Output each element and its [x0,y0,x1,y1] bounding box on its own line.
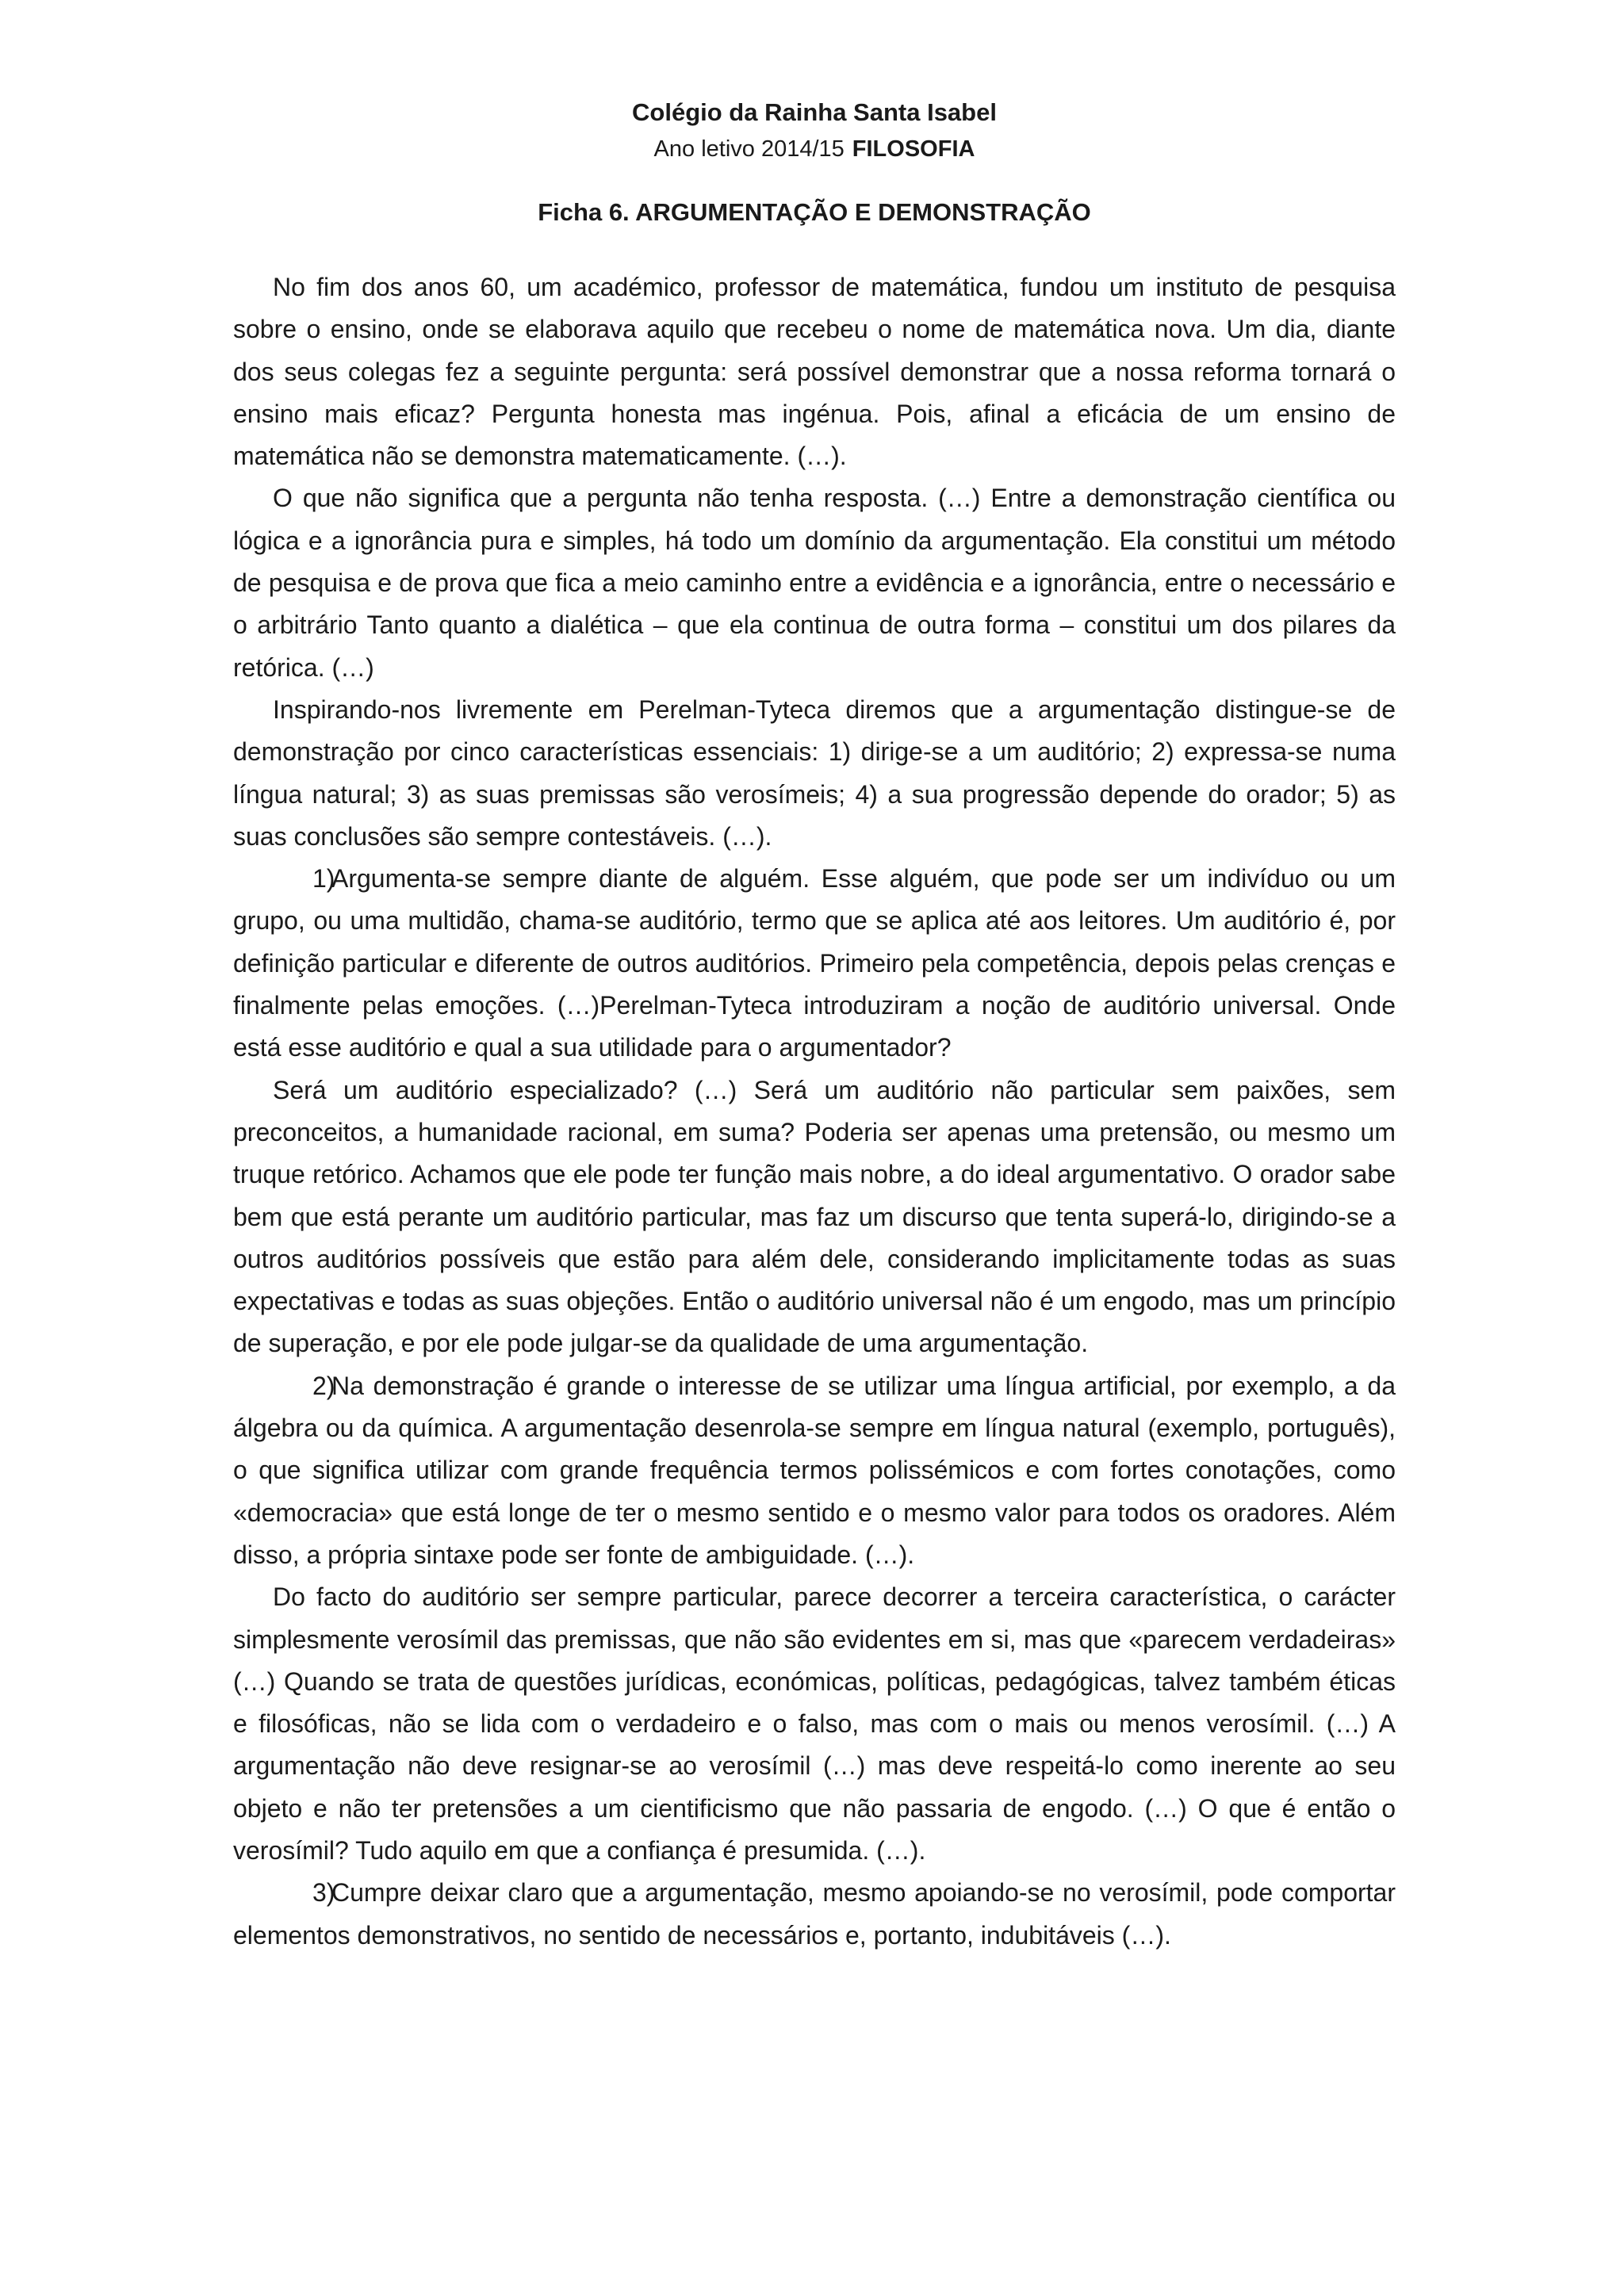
paragraph-text: Será um auditório especializado? (…) Será um auditório não particular sem paixões, sem preconceitos, a humanidade racional, em suma? Poderia ser apenas uma pretensão, ou mesmo um truque retórico. Achamos que ele pode ter função mais nobre, a do ideal argumentativo. O orador sabe bem que está perante um auditório particular, mas faz um discurso que tenta superá-lo, dirigindo-se a outros auditórios possíveis que estão para além dele, considerando implicitamente todas as suas expectativas e todas as suas objeções. Então o auditório universal não é um engodo, mas um princípio de superação, e por ele pode julgar-se da qualidade de uma argumentação. [233,1075,1396,1358]
document-header [233,94,1396,232]
document-body [233,266,1396,1957]
paragraph-6 [233,1365,1396,1576]
paragraph-text: Do facto do auditório ser sempre particular, parece decorrer a terceira característica, o carácter simplesmente verosímil das premissas, que não são evidentes em si, mas que «parecem verdadeiras» (…) Quando se trata de questões jurídicas, económicas, políticas, pedagógicas, talvez também éticas e filosóficas, não se lida com o verdadeiro e o falso, mas com o mais ou menos verosímil. (…) A argumentação não deve resignar-se ao verosímil (…) mas deve respeitá-lo como inerente ao seu objeto e não ter pretensões a um cientificismo que não passaria de engodo. (…) O que é então o verosímil? Tudo aquilo em que a confiança é presumida. (…). [233,1582,1396,1865]
paragraph-text: Cumpre deixar claro que a argumentação, mesmo apoiando-se no verosímil, pode comportar elementos demonstrativos, no sentido de necessários e, portanto, indubitáveis (…). [233,1878,1396,1950]
sheet-title: Ficha 6. ARGUMENTAÇÃO E DEMONSTRAÇÃO [538,198,1091,226]
paragraph-text: No fim dos anos 60, um académico, professor de matemática, fundou um instituto de pesquisa sobre o ensino, onde se elaborava aquilo que recebeu o nome de matemática nova. Um dia, diante dos seus colegas fez a seguinte pergunta: será possível demonstrar que a nossa reforma tornará o ensino mais eficaz? Pergunta honesta mas ingénua. Pois, afinal a eficácia de um ensino de matemática não se demonstra matematicamente. (…). [233,273,1396,471]
list-number: 3) [312,1878,335,1908]
paragraph-text: O que não significa que a pergunta não tenha resposta. (…) Entre a demonstração científica ou lógica e a ignorância pura e simples, há todo um domínio da argumentação. Ela constitui um método de pesquisa e de prova que fica a meio caminho entre a evidência e a ignorância, entre o necessário e o arbitrário Tanto quanto a dialética – que ela continua de outra forma – constitui um dos pilares da retórica. (…) [233,484,1396,682]
paragraph-2 [233,477,1396,688]
paragraph-text: Na demonstração é grande o interesse de se utilizar uma língua artificial, por exemplo, a da álgebra ou da química. A argumentação desenrola-se sempre em língua natural (exemplo, português), o que significa utilizar com grande frequência termos polissémicos e com fortes conotações, como «democracia» que está longe de ter o mesmo sentido e o mesmo valor para todos os oradores. Além disso, a própria sintaxe pode ser fonte de ambiguidade. (…). [233,1371,1396,1569]
subject-name: FILOSOFIA [852,136,975,162]
paragraph-3 [233,689,1396,858]
document-page [233,94,1396,1957]
paragraph-text: Argumenta-se sempre diante de alguém. Esse alguém, que pode ser um indivíduo ou um grupo, ou uma multidão, chama-se auditório, termo que se aplica até aos leitores. Um auditório é, por definição particular e diferente de outros auditórios. Primeiro pela competência, depois pelas crenças e finalmente pelas emoções. (…)Perelman-Tyteca introduziram a noção de auditório universal. Onde está esse auditório e qual a sua utilidade para o argumentador? [233,864,1396,1062]
paragraph-5 [233,1070,1396,1365]
paragraph-1 [233,266,1396,477]
list-number: 2) [312,1371,335,1400]
paragraph-text: Inspirando-nos livremente em Perelman-Tyteca diremos que a argumentação distingue-se de demonstração por cinco características essenciais: 1) dirige-se a um auditório; 2) expressa-se numa língua natural; 3) as suas premissas são verosímeis; 4) a sua progressão depende do orador; 5) as suas conclusões são sempre contestáveis. (…). [233,695,1396,851]
school-year: Ano letivo 2014/15 [653,136,845,162]
paragraph-4 [233,858,1396,1069]
list-number: 1) [312,864,335,894]
paragraph-7 [233,1576,1396,1872]
paragraph-8 [233,1872,1396,1957]
school-name: Colégio da Rainha Santa Isabel [632,98,997,126]
year-subject-line [233,132,1396,166]
